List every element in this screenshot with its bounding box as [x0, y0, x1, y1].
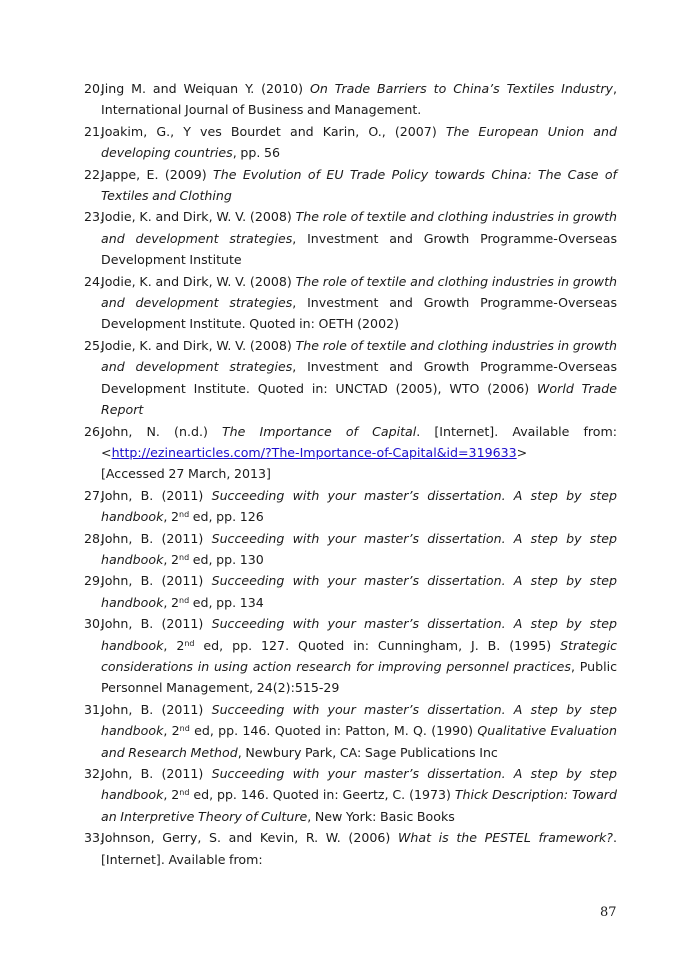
reference-number: 24. [84, 273, 105, 289]
reference-title: The role of textile and clothing industries in growth and development strategies [101, 209, 617, 246]
reference-title: Thick Description: Toward an Interpretive Theory of Culture [101, 787, 617, 824]
page-number: 87 [600, 905, 617, 920]
reference-title: World Trade Report [101, 380, 617, 418]
reference-list [84, 78, 617, 870]
reference-item-22: 22. Jappe, E. (2009) The Evolution of EU Trade Policy towards China: The Case of Textiles and Clothing [84, 164, 617, 207]
reference-title: The role of textile and clothing industries in growth and development strategies [101, 337, 617, 375]
reference-number: 20. [84, 81, 105, 96]
reference-item-27: 27. John, B. (2011) Succeeding with your master’s dissertation. A step by step handbook, 2nd ed, pp. 126 [84, 485, 617, 528]
reference-title: Succeeding with your master’s dissertation. A step by step handbook [101, 766, 618, 803]
accessed-date: [Accessed 27 March, 2013] [101, 466, 271, 482]
reference-item-29: 29. John, B. (2011) Succeeding with your master’s dissertation. A step by step handbook, 2nd ed, pp. 134 [84, 570, 617, 613]
reference-title: Succeeding with your master’s dissertation. A step by step handbook [101, 530, 618, 567]
reference-link[interactable]: http://ezinearticles.com/?The-Importance-of-Capital&id=319633 [111, 444, 517, 460]
reference-item-24: 24. Jodie, K. and Dirk, W. V. (2008) The role of textile and clothing industries in growth and development strategies, Investment and Growth Programme-Overseas Development Institute. Quoted in: OETH (2002) [84, 271, 617, 335]
reference-number: 26. [84, 423, 105, 439]
reference-number: 31. [84, 701, 105, 717]
reference-item-20: 20. Jing M. and Weiquan Y. (2010) On Trade Barriers to China’s Textiles Industry, International Journal of Business and Management. [84, 78, 617, 121]
reference-title: The role of textile and clothing industries in growth and development strategies [101, 273, 617, 311]
reference-title: Strategic considerations in using action research for improving personnel practices [101, 637, 617, 674]
reference-title: Succeeding with your master’s dissertation. A step by step handbook [101, 573, 618, 610]
reference-item-32: 32. John, B. (2011) Succeeding with your master’s dissertation. A step by step handbook, 2nd ed, pp. 146. Quoted in: Geertz, C. (1973) Thick Description: Toward an Interpretive Theory of Culture, New York: Basic Books [84, 763, 617, 827]
reference-title: Succeeding with your master’s dissertation. A step by step handbook [101, 616, 618, 653]
reference-number: 23. [84, 209, 105, 225]
reference-item-26: 26. John, N. (n.d.) The Importance of Capital. [Internet]. Available from: <http://ezinearticles.com/?The-Importance-of-Capital&id=319633> [Accessed 27 March, 2013] [84, 421, 617, 485]
reference-item-33: 33. Johnson, Gerry, S. and Kevin, R. W. (2006) What is the PESTEL framework?. [Internet]. Available from: [84, 827, 617, 870]
reference-title: Qualitative Evaluation and Research Method [101, 723, 617, 760]
reference-number: 32. [84, 766, 105, 781]
reference-number: 27. [84, 487, 105, 503]
reference-number: 33. [84, 830, 105, 846]
reference-number: 30. [84, 616, 105, 632]
reference-item-30: 30. John, B. (2011) Succeeding with your master’s dissertation. A step by step handbook, 2nd ed, pp. 127. Quoted in: Cunningham, J. B. (1995) Strategic considerations in using action research for improving personnel practices, Public Personnel Management, 24(2):515-29 [84, 613, 617, 699]
reference-number: 25. [84, 337, 105, 353]
reference-title: The European Union and developing countries [101, 123, 617, 161]
reference-title: What is the PESTEL framework? [397, 830, 613, 846]
reference-title: Succeeding with your master’s dissertation. A step by step handbook [101, 487, 618, 525]
reference-item-21: 21. Joakim, G., Y ves Bourdet and Karin, O., (2007) The European Union and developing countries, pp. 56 [84, 121, 617, 164]
reference-number: 28. [84, 530, 105, 546]
reference-number: 21. [84, 123, 105, 139]
reference-number: 29. [84, 573, 105, 589]
reference-item-31: 31. John, B. (2011) Succeeding with your master’s dissertation. A step by step handbook, 2nd ed, pp. 146. Quoted in: Patton, M. Q. (1990) Qualitative Evaluation and Research Method, Newbury Park, CA: Sage Publications Inc [84, 699, 617, 763]
reference-title: Succeeding with your master’s dissertation. A step by step handbook [101, 701, 618, 739]
reference-title: On Trade Barriers to China’s Textiles Industry [309, 81, 613, 96]
reference-number: 22. [84, 166, 105, 182]
reference-item-25: 25. Jodie, K. and Dirk, W. V. (2008) The role of textile and clothing industries in growth and development strategies, Investment and Growth Programme-Overseas Development Institute. Quoted in: UNCTAD (2005), WTO (2006) World Trade Report [84, 335, 617, 421]
reference-title: The Evolution of EU Trade Policy towards China: The Case of Textiles and Clothing [101, 166, 617, 204]
reference-item-23: 23. Jodie, K. and Dirk, W. V. (2008) The role of textile and clothing industries in growth and development strategies, Investment and Growth Programme-Overseas Development Institute [84, 206, 617, 270]
reference-item-28: 28. John, B. (2011) Succeeding with your master’s dissertation. A step by step handbook, 2nd ed, pp. 130 [84, 528, 617, 571]
reference-title: The Importance of Capital [221, 423, 417, 439]
